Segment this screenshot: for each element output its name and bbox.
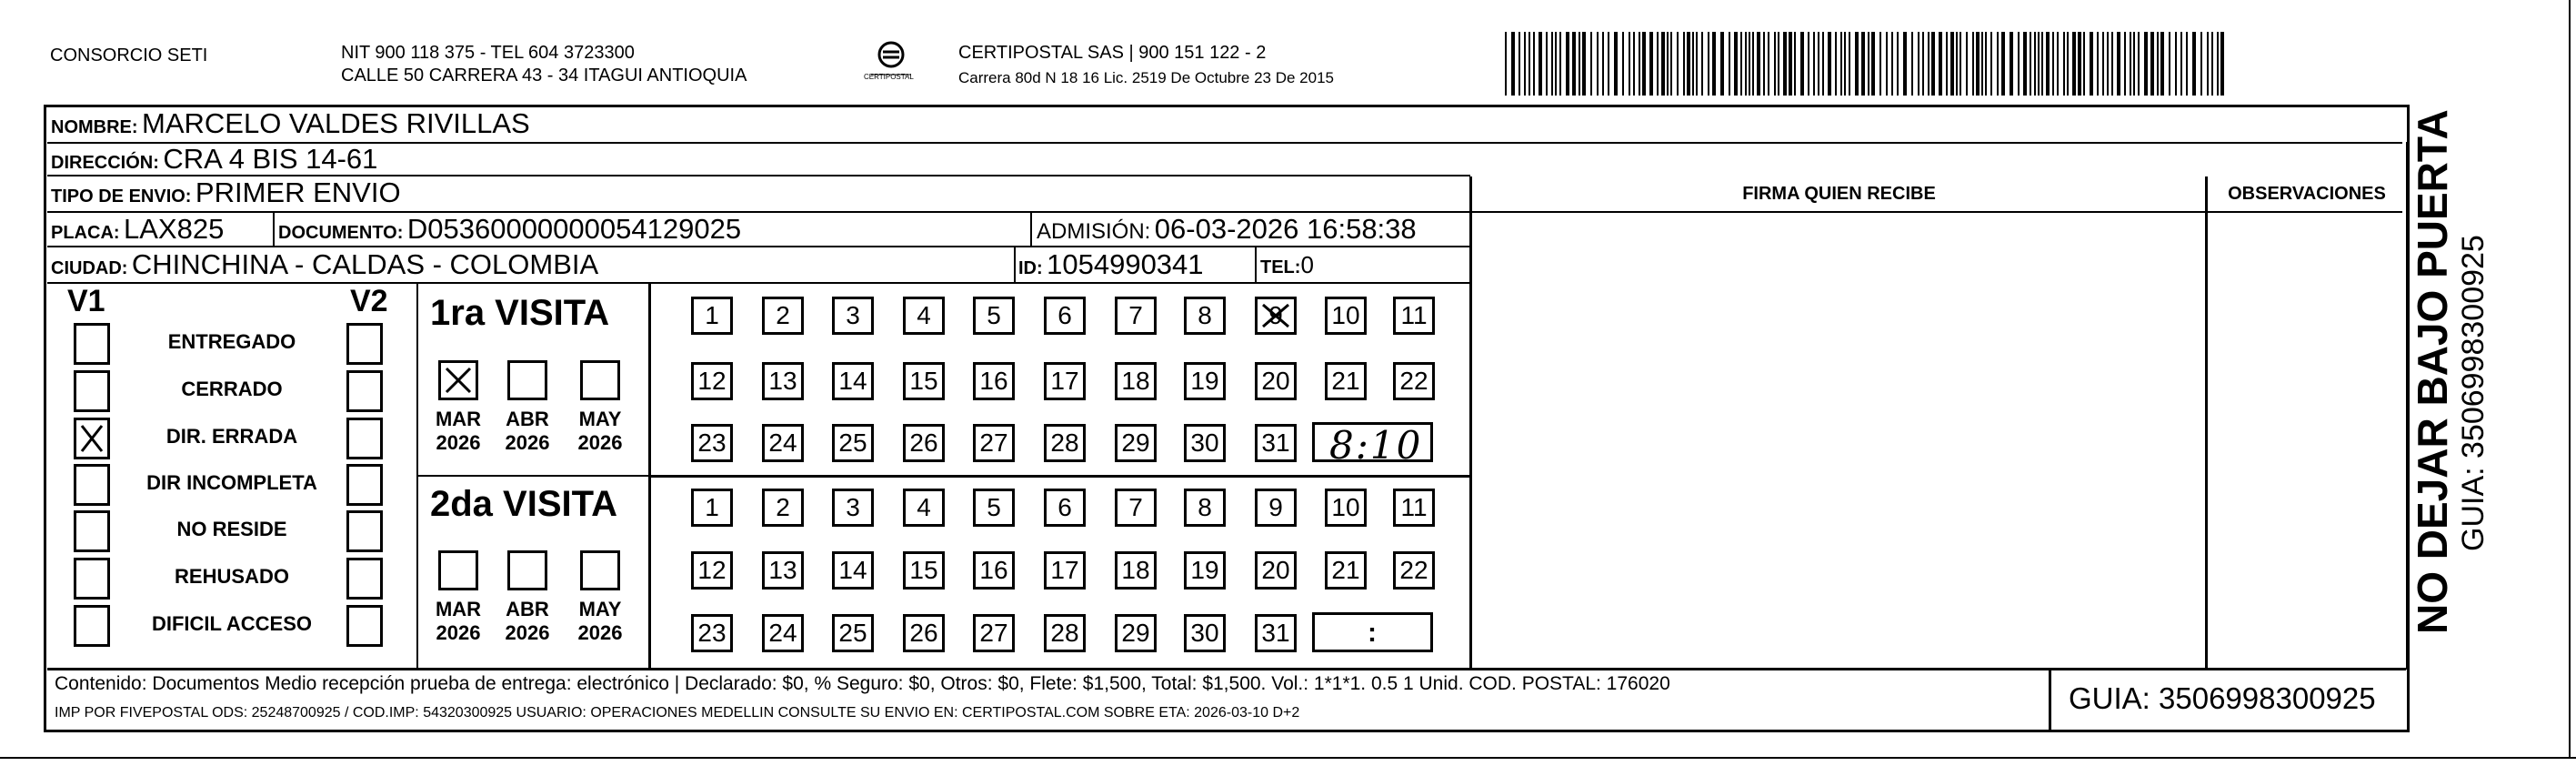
- observaciones-header: OBSERVACIONES: [2228, 184, 2386, 204]
- logo-text: CERTIPOSTAL: [864, 73, 914, 81]
- day-box[interactable]: 15: [903, 362, 945, 400]
- firma-header: FIRMA QUIEN RECIBE: [1742, 184, 1936, 204]
- barcode-bar: [1886, 32, 1888, 96]
- side-guia: GUIA: 3506998300925: [2456, 235, 2491, 551]
- barcode-bar: [1642, 32, 1646, 96]
- barcode-bar: [2057, 32, 2059, 96]
- barcode-bar: [2090, 32, 2093, 96]
- day-box[interactable]: 17: [1044, 362, 1086, 400]
- barcode-bar: [1956, 32, 1958, 96]
- day-box[interactable]: 31: [1255, 424, 1297, 462]
- barcode-bar: [2063, 32, 2065, 96]
- month-year: 2026: [505, 431, 550, 454]
- tipo-value: PRIMER ENVIO: [195, 176, 401, 208]
- barcode-bar: [1818, 32, 1819, 96]
- barcode-bar: [2169, 32, 2170, 96]
- month-checkbox[interactable]: [507, 360, 547, 400]
- barcode-bar: [2180, 32, 2182, 96]
- barcode-bar: [1639, 32, 1640, 96]
- side-warning: NO DEJAR BAJO PUERTA: [2409, 109, 2456, 634]
- placa-value: LAX825: [124, 213, 225, 245]
- barcode-bar: [1868, 32, 1869, 96]
- direccion-row: [51, 143, 377, 176]
- day-box[interactable]: 1: [691, 297, 733, 335]
- barcode-bar: [1946, 32, 1948, 96]
- barcode-bar: [2117, 32, 2120, 96]
- day-box[interactable]: 22: [1393, 362, 1435, 400]
- day-box[interactable]: 21: [1325, 362, 1367, 400]
- nombre-row: [51, 107, 530, 140]
- barcode-bar: [1597, 32, 1599, 96]
- company-name: CONSORCIO SETI: [50, 45, 208, 66]
- day-box[interactable]: 27: [973, 614, 1015, 652]
- day-box[interactable]: 24: [762, 424, 804, 462]
- day-box[interactable]: 8: [1184, 297, 1226, 335]
- day-box[interactable]: 13: [762, 362, 804, 400]
- barcode-bar: [1712, 32, 1716, 96]
- day-box[interactable]: 4: [903, 489, 945, 527]
- barcode-bar: [2083, 32, 2085, 96]
- footer-content: Contenido: Documentos Medio recepción prueba de entrega: electrónico | Declarado: $0, % Seguro: $0, Otros: $0, Flete: $1,500, Total: $1,500. Vol.: 1*1*1. 0.5 1 Unid. COD. POSTAL: 176020: [55, 673, 1670, 694]
- v2-checkbox[interactable]: [346, 323, 383, 365]
- barcode-bar: [2023, 32, 2027, 96]
- barcode-bar: [1701, 32, 1703, 96]
- barcode-bar: [2160, 32, 2164, 96]
- admision-cell: [1037, 213, 1417, 246]
- day-box[interactable]: 26: [903, 424, 945, 462]
- day-box[interactable]: 28: [1044, 614, 1086, 652]
- month-year: 2026: [436, 621, 481, 644]
- barcode-bar: [1683, 32, 1685, 96]
- barcode-bar: [2072, 32, 2076, 96]
- barcode-bar: [1511, 32, 1515, 96]
- day-box[interactable]: 25: [832, 614, 874, 652]
- second-visit-time-box[interactable]: [1312, 612, 1433, 652]
- month-year: 2026: [505, 621, 550, 644]
- barcode-bar: [1871, 32, 1875, 96]
- barcode-bar: [2124, 32, 2126, 96]
- barcode-bar: [1931, 32, 1935, 96]
- barcode-bar: [1835, 32, 1837, 96]
- first-visit-title: 1ra VISITA: [430, 293, 610, 333]
- day-box[interactable]: 10: [1325, 297, 1367, 335]
- day-box[interactable]: 31: [1255, 614, 1297, 652]
- placa-cell: [51, 213, 224, 246]
- barcode-bar: [2041, 32, 2043, 96]
- state-label: DIR INCOMPLETA: [146, 471, 317, 494]
- day-box[interactable]: 14: [832, 551, 874, 590]
- barcode-bar: [2102, 32, 2104, 96]
- barcode-bar: [1960, 32, 1961, 96]
- barcode-bar: [1808, 32, 1809, 96]
- id-cell: [1018, 248, 1204, 281]
- barcode-bar: [1849, 32, 1850, 96]
- month-checkbox[interactable]: [438, 550, 478, 590]
- barcode-bar: [1529, 32, 1530, 96]
- barcode-bar: [1629, 32, 1630, 96]
- day-box[interactable]: 25: [832, 424, 874, 462]
- month-checkbox[interactable]: [580, 360, 620, 400]
- certipostal-logo: [864, 38, 918, 93]
- v2-checkbox[interactable]: [346, 464, 383, 506]
- barcode-bar: [1928, 32, 1929, 96]
- barcode-bar: [1903, 32, 1907, 96]
- barcode-bar: [1590, 32, 1592, 96]
- barcode: [1505, 32, 2228, 96]
- state-label: CERRADO: [181, 378, 283, 400]
- day-box[interactable]: 18: [1115, 551, 1157, 590]
- day-box[interactable]: 13: [762, 551, 804, 590]
- month-name: MAY: [578, 598, 622, 620]
- day-box[interactable]: 9: [1255, 297, 1297, 335]
- barcode-bar: [2034, 32, 2036, 96]
- barcode-bar: [1692, 32, 1694, 96]
- barcode-bar: [2097, 32, 2099, 96]
- day-box[interactable]: 8: [1184, 489, 1226, 527]
- day-box[interactable]: 23: [691, 614, 733, 652]
- barcode-bar: [1572, 32, 1576, 96]
- day-box[interactable]: 19: [1184, 362, 1226, 400]
- barcode-bar: [2144, 32, 2148, 96]
- barcode-bar: [1505, 32, 1507, 96]
- barcode-bar: [1649, 32, 1653, 96]
- state-label: ENTREGADO: [167, 330, 296, 353]
- barcode-bar: [1861, 32, 1865, 96]
- barcode-bar: [1879, 32, 1881, 96]
- day-box[interactable]: 16: [973, 551, 1015, 590]
- barcode-bar: [2111, 32, 2113, 96]
- month-year: 2026: [436, 431, 481, 454]
- barcode-bar: [2207, 32, 2209, 96]
- barcode-bar: [1778, 32, 1779, 96]
- barcode-bar: [1608, 32, 1609, 96]
- day-box[interactable]: 17: [1044, 551, 1086, 590]
- tipo-label: TIPO DE ENVIO:: [51, 186, 192, 207]
- v2-checkbox[interactable]: [346, 605, 383, 647]
- certipostal-line: CERTIPOSTAL SAS | 900 151 122 - 2: [958, 43, 1267, 63]
- nombre-value: MARCELO VALDES RIVILLAS: [142, 107, 530, 139]
- barcode-bar: [1579, 32, 1580, 96]
- barcode-bar: [1844, 32, 1846, 96]
- barcode-bar: [1789, 32, 1792, 96]
- barcode-bar: [1985, 32, 1987, 96]
- day-box[interactable]: 28: [1044, 424, 1086, 462]
- v2-checkbox[interactable]: [346, 510, 383, 552]
- barcode-bar: [2038, 32, 2040, 96]
- state-label: REHUSADO: [175, 565, 289, 588]
- day-box[interactable]: 12: [691, 362, 733, 400]
- barcode-bar: [1740, 32, 1742, 96]
- barcode-bar: [1990, 32, 1992, 96]
- barcode-bar: [1918, 32, 1919, 96]
- ciudad-label: CIUDAD:: [51, 258, 128, 278]
- day-box[interactable]: 22: [1393, 551, 1435, 590]
- day-box[interactable]: 21: [1325, 551, 1367, 590]
- barcode-bar: [1622, 32, 1624, 96]
- barcode-bar: [1667, 32, 1669, 96]
- v1-checkbox[interactable]: [74, 558, 110, 600]
- footer-imp: IMP POR FIVEPOSTAL ODS: 25248700925 / COD.IMP: 54320300925 USUARIO: OPERACIONES MEDELLIN CONSULTE SU ENVIO EN: CERTIPOSTAL.COM SOBRE ETA: 2026-03-10 D+2: [55, 705, 1300, 721]
- barcode-bar: [1950, 32, 1954, 96]
- barcode-bar: [1533, 32, 1535, 96]
- barcode-bar: [1687, 32, 1690, 96]
- day-box[interactable]: 20: [1255, 362, 1297, 400]
- license-line: Carrera 80d N 18 16 Lic. 2519 De Octubre 23 De 2015: [958, 69, 1334, 86]
- day-box[interactable]: 10: [1325, 489, 1367, 527]
- nombre-label: NOMBRE:: [51, 117, 138, 137]
- day-box[interactable]: 20: [1255, 551, 1297, 590]
- month-checkbox[interactable]: [580, 550, 620, 590]
- v1-checkbox[interactable]: [74, 464, 110, 506]
- month-name: MAR: [435, 408, 482, 430]
- month-year: 2026: [577, 621, 623, 644]
- barcode-bar: [1633, 32, 1635, 96]
- v2-label: V2: [350, 284, 388, 318]
- barcode-bar: [1734, 32, 1738, 96]
- barcode-bar: [1972, 32, 1974, 96]
- address-line: CALLE 50 CARRERA 43 - 34 ITAGUI ANTIOQUIA: [341, 66, 747, 86]
- month-name: ABR: [506, 408, 549, 430]
- barcode-bar: [1763, 32, 1765, 96]
- day-box[interactable]: 30: [1184, 614, 1226, 652]
- day-box[interactable]: 3: [832, 297, 874, 335]
- barcode-bar: [1670, 32, 1672, 96]
- barcode-bar: [1745, 32, 1747, 96]
- v1-checkbox[interactable]: [74, 323, 110, 365]
- day-box[interactable]: 23: [691, 424, 733, 462]
- barcode-bar: [1524, 32, 1526, 96]
- tel-cell: [1260, 251, 1314, 279]
- barcode-bar: [1677, 32, 1679, 96]
- day-box[interactable]: 2: [762, 489, 804, 527]
- barcode-bar: [2001, 32, 2005, 96]
- barcode-bar: [1749, 32, 1750, 96]
- barcode-bar: [1794, 32, 1796, 96]
- state-label: NO RESIDE: [176, 518, 287, 540]
- v1-checkbox[interactable]: [74, 510, 110, 552]
- barcode-bar: [1582, 32, 1586, 96]
- barcode-bar: [2138, 32, 2140, 96]
- day-box[interactable]: 16: [973, 362, 1015, 400]
- barcode-bar: [1768, 32, 1769, 96]
- v2-checkbox[interactable]: [346, 418, 383, 459]
- direccion-value: CRA 4 BIS 14-61: [163, 143, 378, 175]
- documento-value: D05360000000054129025: [406, 213, 742, 245]
- barcode-bar: [1555, 32, 1557, 96]
- tipo-row: [51, 176, 401, 209]
- barcode-bar: [1729, 32, 1730, 96]
- barcode-bar: [1546, 32, 1548, 96]
- state-label: DIFICIL ACCESO: [151, 612, 312, 635]
- barcode-bar: [1657, 32, 1659, 96]
- barcode-bar: [1828, 32, 1831, 96]
- direccion-label: DIRECCIÓN:: [51, 153, 159, 173]
- barcode-bar: [2220, 32, 2224, 96]
- month-year: 2026: [577, 431, 623, 454]
- barcode-bar: [2175, 32, 2177, 96]
- v1-checkbox[interactable]: [74, 370, 110, 412]
- barcode-bar: [2217, 32, 2219, 96]
- barcode-bar: [1614, 32, 1618, 96]
- first-visit-time-value: 8:10: [1329, 423, 1423, 468]
- barcode-bar: [2010, 32, 2013, 96]
- second-visit-time-value: :: [1368, 618, 1377, 648]
- barcode-bar: [1976, 32, 1980, 96]
- day-box[interactable]: 26: [903, 614, 945, 652]
- month-name: MAR: [435, 598, 482, 620]
- barcode-bar: [1981, 32, 1983, 96]
- placa-label: PLACA:: [51, 223, 120, 243]
- barcode-bar: [2157, 32, 2159, 96]
- state-label: DIR. ERRADA: [165, 425, 298, 448]
- second-visit-title: 2da VISITA: [430, 484, 617, 524]
- barcode-bar: [1911, 32, 1913, 96]
- id-value: 1054990341: [1047, 248, 1204, 280]
- v1-checkbox[interactable]: [74, 605, 110, 647]
- footer-guia: GUIA: 3506998300925: [2069, 681, 2376, 715]
- barcode-bar: [2018, 32, 2020, 96]
- tel-value: 0: [1300, 251, 1314, 278]
- barcode-bar: [2130, 32, 2131, 96]
- day-box[interactable]: 29: [1115, 614, 1157, 652]
- day-box[interactable]: 27: [973, 424, 1015, 462]
- barcode-bar: [1696, 32, 1698, 96]
- barcode-bar: [2107, 32, 2109, 96]
- day-box[interactable]: 24: [762, 614, 804, 652]
- day-box[interactable]: 30: [1184, 424, 1226, 462]
- day-box[interactable]: 4: [903, 297, 945, 335]
- barcode-bar: [1939, 32, 1942, 96]
- barcode-bar: [1602, 32, 1604, 96]
- admision-value: 06-03-2026 16:58:38: [1154, 213, 1417, 245]
- month-checkbox[interactable]: [438, 360, 478, 400]
- barcode-bar: [1997, 32, 1999, 96]
- barcode-bar: [1752, 32, 1754, 96]
- barcode-bar: [1661, 32, 1665, 96]
- tel-label: TEL:: [1260, 257, 1301, 277]
- day-box[interactable]: 29: [1115, 424, 1157, 462]
- nit-line: NIT 900 118 375 - TEL 604 3723300: [341, 43, 635, 63]
- day-box[interactable]: 15: [903, 551, 945, 590]
- barcode-bar: [2211, 32, 2213, 96]
- day-box[interactable]: 9: [1255, 489, 1297, 527]
- id-label: ID:: [1018, 258, 1043, 278]
- barcode-bar: [1720, 32, 1724, 96]
- day-box[interactable]: 12: [691, 551, 733, 590]
- day-box[interactable]: 14: [832, 362, 874, 400]
- barcode-bar: [1566, 32, 1569, 96]
- barcode-bar: [1708, 32, 1709, 96]
- first-visit-time-box[interactable]: [1312, 422, 1433, 468]
- barcode-bar: [2046, 32, 2050, 96]
- barcode-bar: [1922, 32, 1924, 96]
- day-box[interactable]: 1: [691, 489, 733, 527]
- barcode-bar: [1783, 32, 1787, 96]
- barcode-bar: [1855, 32, 1859, 96]
- v1-checkbox[interactable]: [74, 418, 110, 459]
- barcode-bar: [1897, 32, 1899, 96]
- v2-checkbox[interactable]: [346, 558, 383, 600]
- ciudad-cell: [51, 248, 598, 281]
- v1-label: V1: [67, 284, 105, 318]
- barcode-bar: [1757, 32, 1760, 96]
- documento-label: DOCUMENTO:: [278, 223, 404, 243]
- barcode-bar: [2078, 32, 2081, 96]
- barcode-bar: [1840, 32, 1842, 96]
- barcode-bar: [1774, 32, 1776, 96]
- ciudad-value: CHINCHINA - CALDAS - COLOMBIA: [131, 248, 599, 280]
- barcode-bar: [2200, 32, 2202, 96]
- day-box[interactable]: 3: [832, 489, 874, 527]
- barcode-bar: [2030, 32, 2031, 96]
- barcode-bar: [2186, 32, 2188, 96]
- barcode-bar: [2067, 32, 2069, 96]
- barcode-bar: [2133, 32, 2135, 96]
- day-box[interactable]: 11: [1393, 489, 1435, 527]
- day-box[interactable]: 18: [1115, 362, 1157, 400]
- day-box[interactable]: 11: [1393, 297, 1435, 335]
- barcode-bar: [2192, 32, 2196, 96]
- documento-cell: [278, 213, 741, 246]
- month-name: ABR: [506, 598, 549, 620]
- barcode-bar: [1519, 32, 1520, 96]
- day-box[interactable]: 6: [1044, 297, 1086, 335]
- day-box[interactable]: 5: [973, 489, 1015, 527]
- admision-label: ADMISIÓN:: [1037, 219, 1151, 244]
- month-name: MAY: [578, 408, 622, 430]
- day-box[interactable]: 2: [762, 297, 804, 335]
- barcode-bar: [1822, 32, 1824, 96]
- day-box[interactable]: 5: [973, 297, 1015, 335]
- day-box[interactable]: 7: [1115, 489, 1157, 527]
- barcode-bar: [1551, 32, 1553, 96]
- month-checkbox[interactable]: [507, 550, 547, 590]
- day-box[interactable]: 7: [1115, 297, 1157, 335]
- barcode-bar: [2052, 32, 2054, 96]
- day-box[interactable]: 6: [1044, 489, 1086, 527]
- barcode-bar: [1813, 32, 1815, 96]
- barcode-bar: [1539, 32, 1542, 96]
- day-box[interactable]: 19: [1184, 551, 1226, 590]
- barcode-bar: [1800, 32, 1804, 96]
- v2-checkbox[interactable]: [346, 370, 383, 412]
- barcode-bar: [1559, 32, 1561, 96]
- barcode-bar: [1891, 32, 1893, 96]
- barcode-bar: [1966, 32, 1968, 96]
- barcode-bar: [2150, 32, 2154, 96]
